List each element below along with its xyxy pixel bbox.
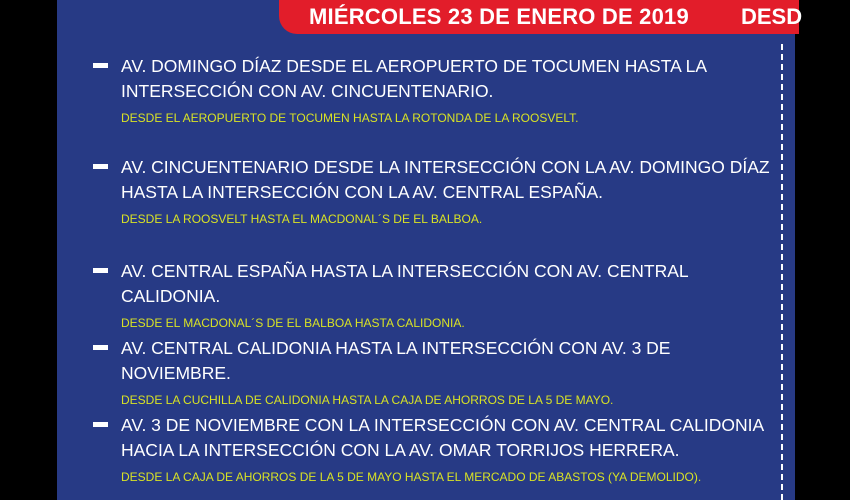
bullet-dash-icon — [93, 63, 108, 68]
route-item-subtitle: DESDE LA CUCHILLA DE CALIDONIA HASTA LA CAJA DE AHORROS DE LA 5 DE MAYO. — [121, 393, 614, 407]
route-item-subtitle: DESDE EL MACDONAL´S DE EL BALBOA HASTA CALIDONIA. — [121, 316, 465, 330]
header-date: MIÉRCOLES 23 DE ENERO DE 2019 — [309, 4, 689, 29]
route-item-title: AV. CENTRAL CALIDONIA HASTA LA INTERSECCIÓN CON AV. 3 DE NOVIEMBRE. — [121, 338, 671, 383]
bullet-dash-icon — [93, 268, 108, 273]
route-list — [57, 0, 795, 500]
route-item-title: AV. 3 DE NOVIEMBRE CON LA INTERSECCIÓN CON AV. CENTRAL CALIDONIA HACIA LA INTERSECCIÓN CON LA AV. OMAR TORRIJOS HERRERA. — [121, 415, 764, 460]
route-item — [93, 413, 783, 485]
header-next-label: DESD — [741, 4, 803, 29]
route-item — [93, 336, 783, 408]
route-item-subtitle: DESDE LA CAJA DE AHORROS DE LA 5 DE MAYO HASTA EL MERCADO DE ABASTOS (YA DEMOLIDO). — [121, 470, 702, 484]
route-item-title: AV. CINCUENTENARIO DESDE LA INTERSECCIÓN CON LA AV. DOMINGO DÍAZ HASTA LA INTERSECCIÓN CON LA AV. CENTRAL ESPAÑA. — [121, 157, 770, 202]
route-item — [93, 54, 783, 126]
route-item — [93, 155, 783, 227]
route-item-subtitle: DESDE LA ROOSVELT HASTA EL MACDONAL´S DE EL BALBOA. — [121, 212, 483, 226]
route-item-title: AV. DOMINGO DÍAZ DESDE EL AEROPUERTO DE TOCUMEN HASTA LA INTERSECCIÓN CON AV. CINCUENTENARIO. — [121, 56, 707, 101]
bullet-dash-icon — [93, 164, 108, 169]
bullet-dash-icon — [93, 345, 108, 350]
route-item-subtitle: DESDE EL AEROPUERTO DE TOCUMEN HASTA LA ROTONDA DE LA ROOSVELT. — [121, 111, 579, 125]
route-panel — [57, 0, 803, 500]
route-item — [93, 259, 783, 331]
route-item-title: AV. CENTRAL ESPAÑA HASTA LA INTERSECCIÓN CON AV. CENTRAL CALIDONIA. — [121, 261, 688, 306]
bullet-dash-icon — [93, 422, 108, 427]
